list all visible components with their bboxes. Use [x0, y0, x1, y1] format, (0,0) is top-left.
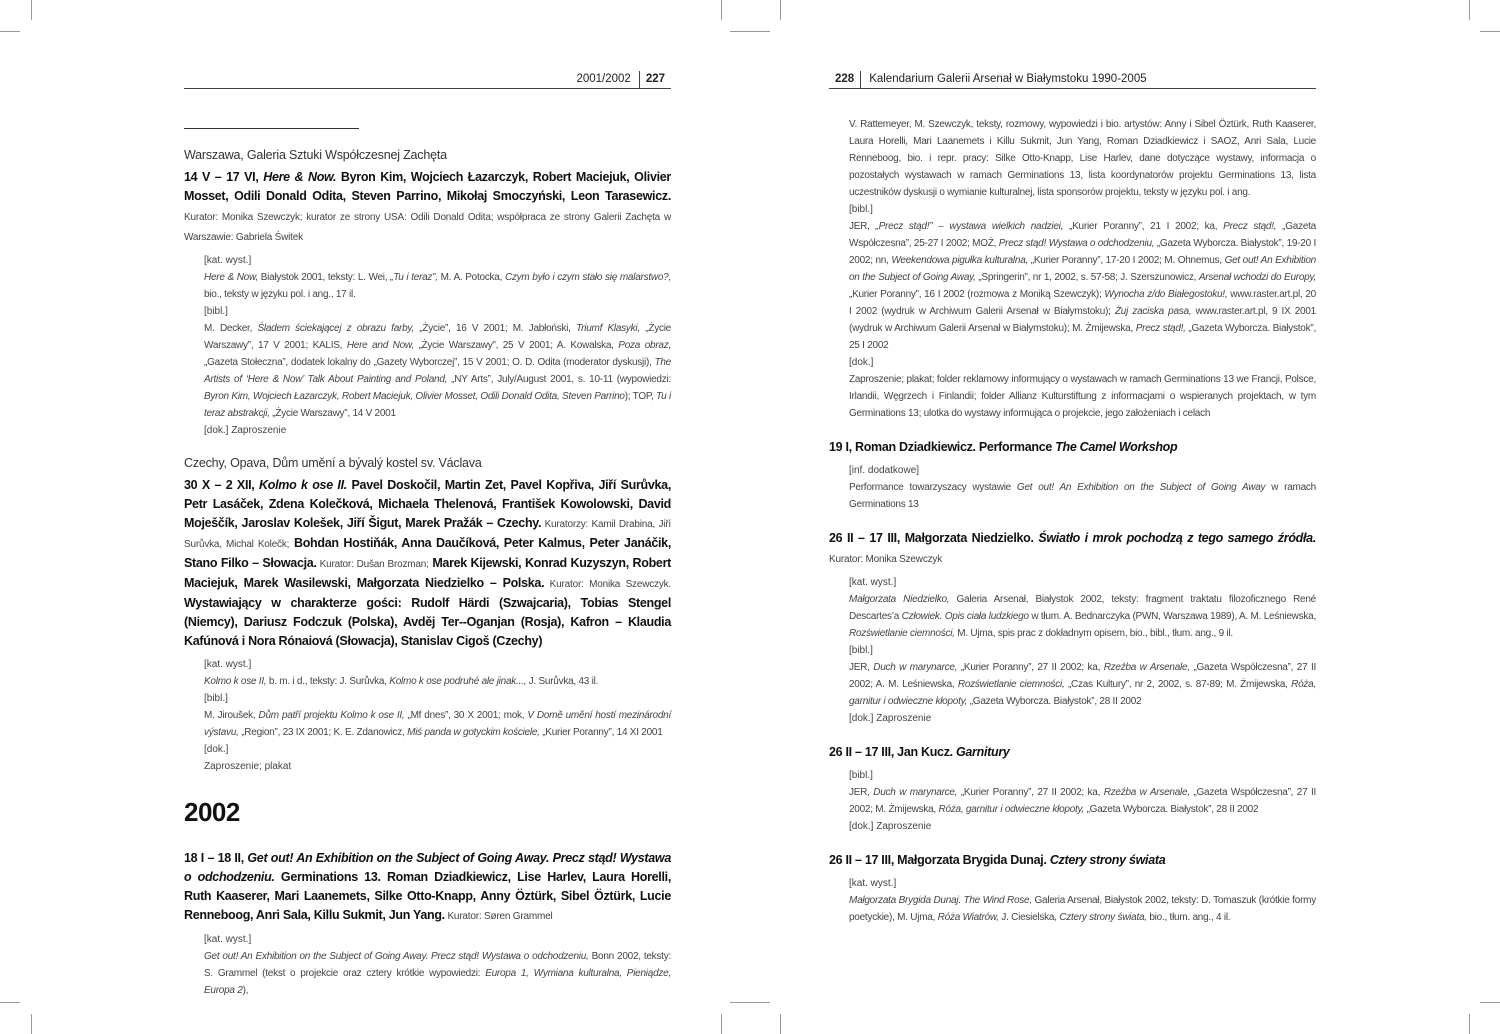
documents-text: Zaproszenie; plakat: [204, 761, 292, 772]
bibliography-tag: [bibl.]: [204, 306, 228, 317]
page-number: 228: [835, 73, 855, 85]
crop-mark: [721, 0, 722, 20]
running-head-text: Kalendarium Galerii Arsenał w Białymstoku 1990-2005: [869, 73, 1147, 85]
bibliography-text: M. Decker, Śladem ściekającej z obrazu farby, „Życie”, 16 V 2001; M. Jabłoński, Triumf Klasyki, „Życie Warszawy”, 17 V 2001; KALIS, Here and Now, „Życie Warszawy”, 25 V 2001; A. Kowalska, Poza obraz, „Gazeta Stołeczna”, dodatek lokalny do „Gazety Wyborczej”, 15 V 2001; O. D. Odita (moderator dyskusji), The Artists of ‘Here & Now’ Talk About Painting and Poland, „NY Arts”, July/August 2001, s. 10-11 (wypowiedzi: Byron Kim, Wojciech Łazarczyk, Robert Maciejuk, Olivier Mosset, Odili Donald Odita, Steven Parrino); TOP, Tu i teraz abstrakcji, „Życie Warszawy”, 14 V 2001: [204, 323, 671, 419]
bibliography-text: JER, „Precz stąd!” – wystawa wielkich nadziei, „Kurier Poranny”, 21 I 2002; ka, Precz stąd!, „Gazeta Współczesna”, 25-27 I 2002; MOŻ, Precz stąd! Wystawa o odchodzeniu, „Gazeta Wyborcza. Białystok”, 19-20 I 2002; nn, Weekendowa pigułka kulturalna, „Kurier Poranny”, 17-20 I 2002; M. Ohnemus, Get out! An Exhibition on the Subject of Going Away, „Springerin”, nr 1, 2002, s. 57-58; J. Szerszunowicz, Arsenał wchodzi do Europy, „Kurier Poranny”, 16 I 2002 (rozmowa z Moniką Szewczyk); Wynocha z/do Białegostoku!, www.raster.art.pl, 20 I 2002 (wydruk w Archiwum Galerii Arsenał w Białymstoku); Żuj zaciska pasa, www.raster.art.pl, 9 IX 2001 (wydruk w Archiwum Galerii Arsenał w Białymstoku); M. Żmijewska, Precz stąd!, „Gazeta Wyborcza. Białystok”, 25 I 2002: [849, 221, 1316, 351]
catalog-text: Get out! An Exhibition on the Subject of Going Away. Precz stąd! Wystawa o odchodzeniu, Bonn 2002, teksty: S. Grammel (tekst o projekcie oraz cztery krótkie wypowiedzi: Europa 1, Wymiana kulturalna, Pieniądze, Europa 2),: [204, 951, 671, 996]
crop-mark: [780, 1014, 781, 1034]
bibliography-tag: [bibl.]: [849, 770, 873, 781]
crop-mark: [730, 1002, 770, 1003]
bibliography-tag: [bibl.]: [849, 204, 873, 215]
crop-mark: [0, 1002, 20, 1003]
page-number: 227: [645, 73, 665, 85]
entry-heading: 26 II – 17 III, Małgorzata Niedzielko. Światło i mrok pochodzą z tego samego źródła. Kurator: Monika Szewczyk: [829, 531, 1316, 565]
bibliography-tag: [bibl.]: [204, 693, 228, 704]
crop-mark: [1469, 1014, 1470, 1034]
running-head-text: 2001/2002: [576, 73, 631, 85]
info-text: Performance towarzyszacy wystawie Get out! An Exhibition on the Subject of Going Away w ramach Germinations 13: [849, 482, 1316, 510]
documents-text: Zaproszenie; plakat; folder reklamowy informujący o wystawach w ramach Germinations 13 we Francji, Polsce, Irlandii, Węgrzech i Finlandii; folder Allianz Kulturstiftung z informacjami o wspieranych projektach, w tym Germinations 13; ulotka do wystawy informująca o projekcie, jego założeniach i celach: [849, 374, 1316, 419]
right-page: [829, 0, 1316, 1034]
bibliography-text: M. Jiroušek, Dům patří projektu Kolmo k ose II, „Mf dnes”, 30 X 2001; mok, V Domě umění hostí mezinárodní výstavu, „Region”, 23 IX 2001; K. E. Zdanowicz, Miś panda w gotyckim kościele, „Kurier Poranny”, 14 XI 2001: [204, 710, 672, 738]
catalog-text: Małgorzata Brygida Dunaj. The Wind Rose, Galeria Arsenał, Białystok 2002, teksty: D. Tomaszuk (krótkie formy poetyckie), M. Ujma, Róża Wiatrów, J. Ciesielska, Cztery strony świata, bio., tłum. ang., 4 il.: [849, 895, 1316, 923]
bibliography-tag: [bibl.]: [849, 645, 873, 656]
catalog-tag: [kat. wyst.]: [204, 659, 252, 670]
catalog-text: Here & Now, Białystok 2001, teksty: L. Wei, „Tu i teraz”, M. A. Potocka, Czym było i czym stało się malarstwo?, bio., teksty w języku pol. i ang., 17 il.: [204, 272, 672, 300]
entry-details: [829, 767, 1316, 835]
entry-details: [829, 574, 1316, 727]
entry-heading: 18 I – 18 II, Get out! An Exhibition on the Subject of Going Away. Precz stąd! Wystawa o odchodzeniu. Germinations 13. Roman Dziadkiewicz, Lise Harlev, Laura Horelli, Ruth Kaaserer, Mari Laanemets, Silke Otto-Knapp, Anny Öztürk, Sibel Öztürk, Lucie Renneboog, Anri Sala, Killu Sukmit, Jun Yang. Kurator: Søren Grammel: [184, 851, 671, 922]
documents-tag: [dok.]: [849, 357, 874, 368]
entry-details: [184, 931, 671, 999]
catalog-tag: [kat. wyst.]: [849, 577, 897, 588]
entry-details-continued: [829, 116, 1316, 422]
right-content: [829, 116, 1316, 926]
crop-mark: [780, 0, 781, 20]
bibliography-text: JER, Duch w marynarce, „Kurier Poranny”, 27 II 2002; ka, Rzeźba w Arsenale, „Gazeta Współczesna”, 27 II 2002; A. M. Leśniewska, Rozświetlanie ciemności, „Czas Kultury”, nr 2, 2002, s. 87-89; M. Żmijewska, Róża, garnitur i odwieczne kłopoty, „Gazeta Wyborcza. Białystok”, 28 II 2002: [849, 662, 1317, 707]
info-tag: [inf. dodatkowe]: [849, 465, 920, 476]
documents-line: [dok.] Zaproszenie: [849, 713, 932, 724]
running-head: [184, 70, 671, 89]
catalog-text: Kolmo k ose II, b. m. i d., teksty: J. Surůvka, Kolmo k ose podruhé ale jinak..., J. Surůvka, 43 il.: [204, 676, 599, 687]
documents-line: [dok.] Zaproszenie: [849, 821, 932, 832]
crop-mark: [1480, 1002, 1500, 1003]
section-rule: [184, 128, 359, 129]
entry-heading: 26 II – 17 III, Małgorzata Brygida Dunaj. Cztery strony świata: [829, 853, 1166, 867]
crop-mark: [721, 1014, 722, 1034]
crop-mark: [1469, 0, 1470, 20]
catalog-text: Małgorzata Niedzielko, Galeria Arsenał, Białystok 2002, teksty: fragment traktatu filozoficznego René Descartes’a Człowiek. Opis ciała ludzkiego w tłum. A. Bednarczyka (PWN, Warszawa 1989), A. M. Leśniewska, Rozświetlanie ciemności, M. Ujma, spis prac z dokładnym opisem, bio., bibl., tłum. ang., 9 il.: [849, 594, 1316, 639]
left-page: [184, 0, 671, 1034]
entry-heading: 14 V – 17 VI, Here & Now. Byron Kim, Wojciech Łazarczyk, Robert Maciejuk, Olivier Mosset, Odili Donald Odita, Steven Parrino, Mikołaj Smoczyński, Leon Tarasewicz. Kurator: Monika Szewczyk; kurator ze strony USA: Odili Donald Odita; współpraca ze strony Galerii Zachęta w Warszawie: Gabriela Świtek: [184, 170, 671, 243]
entry-details: [184, 252, 671, 439]
catalog-tag: [kat. wyst.]: [849, 878, 897, 889]
entry-details: [829, 875, 1316, 926]
crop-mark: [0, 31, 20, 32]
entry-heading: 26 II – 17 III, Jan Kucz. Garnitury: [829, 745, 1010, 759]
venue: Czechy, Opava, Dům umění a bývalý kostel sv. Václava: [184, 456, 482, 470]
catalog-text: V. Rattemeyer, M. Szewczyk, teksty, rozmowy, wypowiedzi i bio. artystów: Anny i Sibel Öztürk, Ruth Kaaserer, Laura Horelli, Mari Laanemets i Killu Sukmit, Jun Yang, Roman Dziadkiewicz i SAOZ, Anri Sala, Lucie Renneboog, bio. i repr. pracy: Silke Otto-Knapp, Lise Harlev, dane dotyczące wystawy, informacja o pozostałych wystawach w ramach Germinations 13, lista koordynatorów projektu Germinations 13, lista uczestników dyskusji o wymianie kulturalnej, lista sponsorów projektu, teksty w języku pol. i ang.: [849, 119, 1316, 198]
year-heading: 2002: [184, 797, 240, 827]
entry-heading: 19 I, Roman Dziadkiewicz. Performance The Camel Workshop: [829, 440, 1178, 454]
venue: Warszawa, Galeria Sztuki Współczesnej Zachęta: [184, 148, 447, 162]
catalog-tag: [kat. wyst.]: [204, 934, 252, 945]
running-head: [829, 70, 1316, 89]
crop-mark: [31, 1014, 32, 1034]
crop-mark: [730, 31, 770, 32]
bibliography-text: JER, Duch w marynarce, „Kurier Poranny”, 27 II 2002; ka, Rzeźba w Arsenale, „Gazeta Współczesna”, 27 II 2002; M. Żmijewska, Róża, garnitur i odwieczne kłopoty, „Gazeta Wyborcza. Białystok”, 28 II 2002: [849, 787, 1317, 815]
entry-heading: 30 X – 2 XII, Kolmo k ose II. Pavel Doskočil, Martin Zet, Pavel Kopřiva, Jiří Surůvka, Petr Lasáček, Zdena Kolečková, Michaela Thelenová, František Kowolowski, David Moješčík, Jaroslav Kolešek, Jiří Šigut, Marek Pražák – Czechy. Kuratorzy: Kamil Drabina, Jiří Surůvka, Michal Kolečk; Bohdan Hostiňák, Anna Daučíková, Peter Kalmus, Peter Janáčik, Stano Filko – Słowacja. Kurator: Dušan Brozman; Marek Kijewski, Konrad Kuzyszyn, Robert Maciejuk, Marek Wasilewski, Małgorzata Niedzielko – Polska. Kurator: Monika Szewczyk. Wystawiający w charakterze gości: Rudolf Härdi (Szwajcaria), Tobias Stengel (Niemcy), Dariusz Fodczuk (Polska), Avděj Ter--Oganjan (Rosja), Kafron – Klaudia Kafúnová i Nora Rónaiová (Słowacja), Stanislav Cigoš (Czechy): [184, 478, 671, 648]
crop-mark: [1480, 31, 1500, 32]
documents-line: [dok.] Zaproszenie: [204, 425, 287, 436]
entry-details: [829, 462, 1316, 513]
entry-details: [184, 656, 671, 775]
documents-tag: [dok.]: [204, 744, 229, 755]
crop-mark: [31, 0, 32, 20]
left-content: [184, 128, 671, 999]
catalog-tag: [kat. wyst.]: [204, 255, 252, 266]
